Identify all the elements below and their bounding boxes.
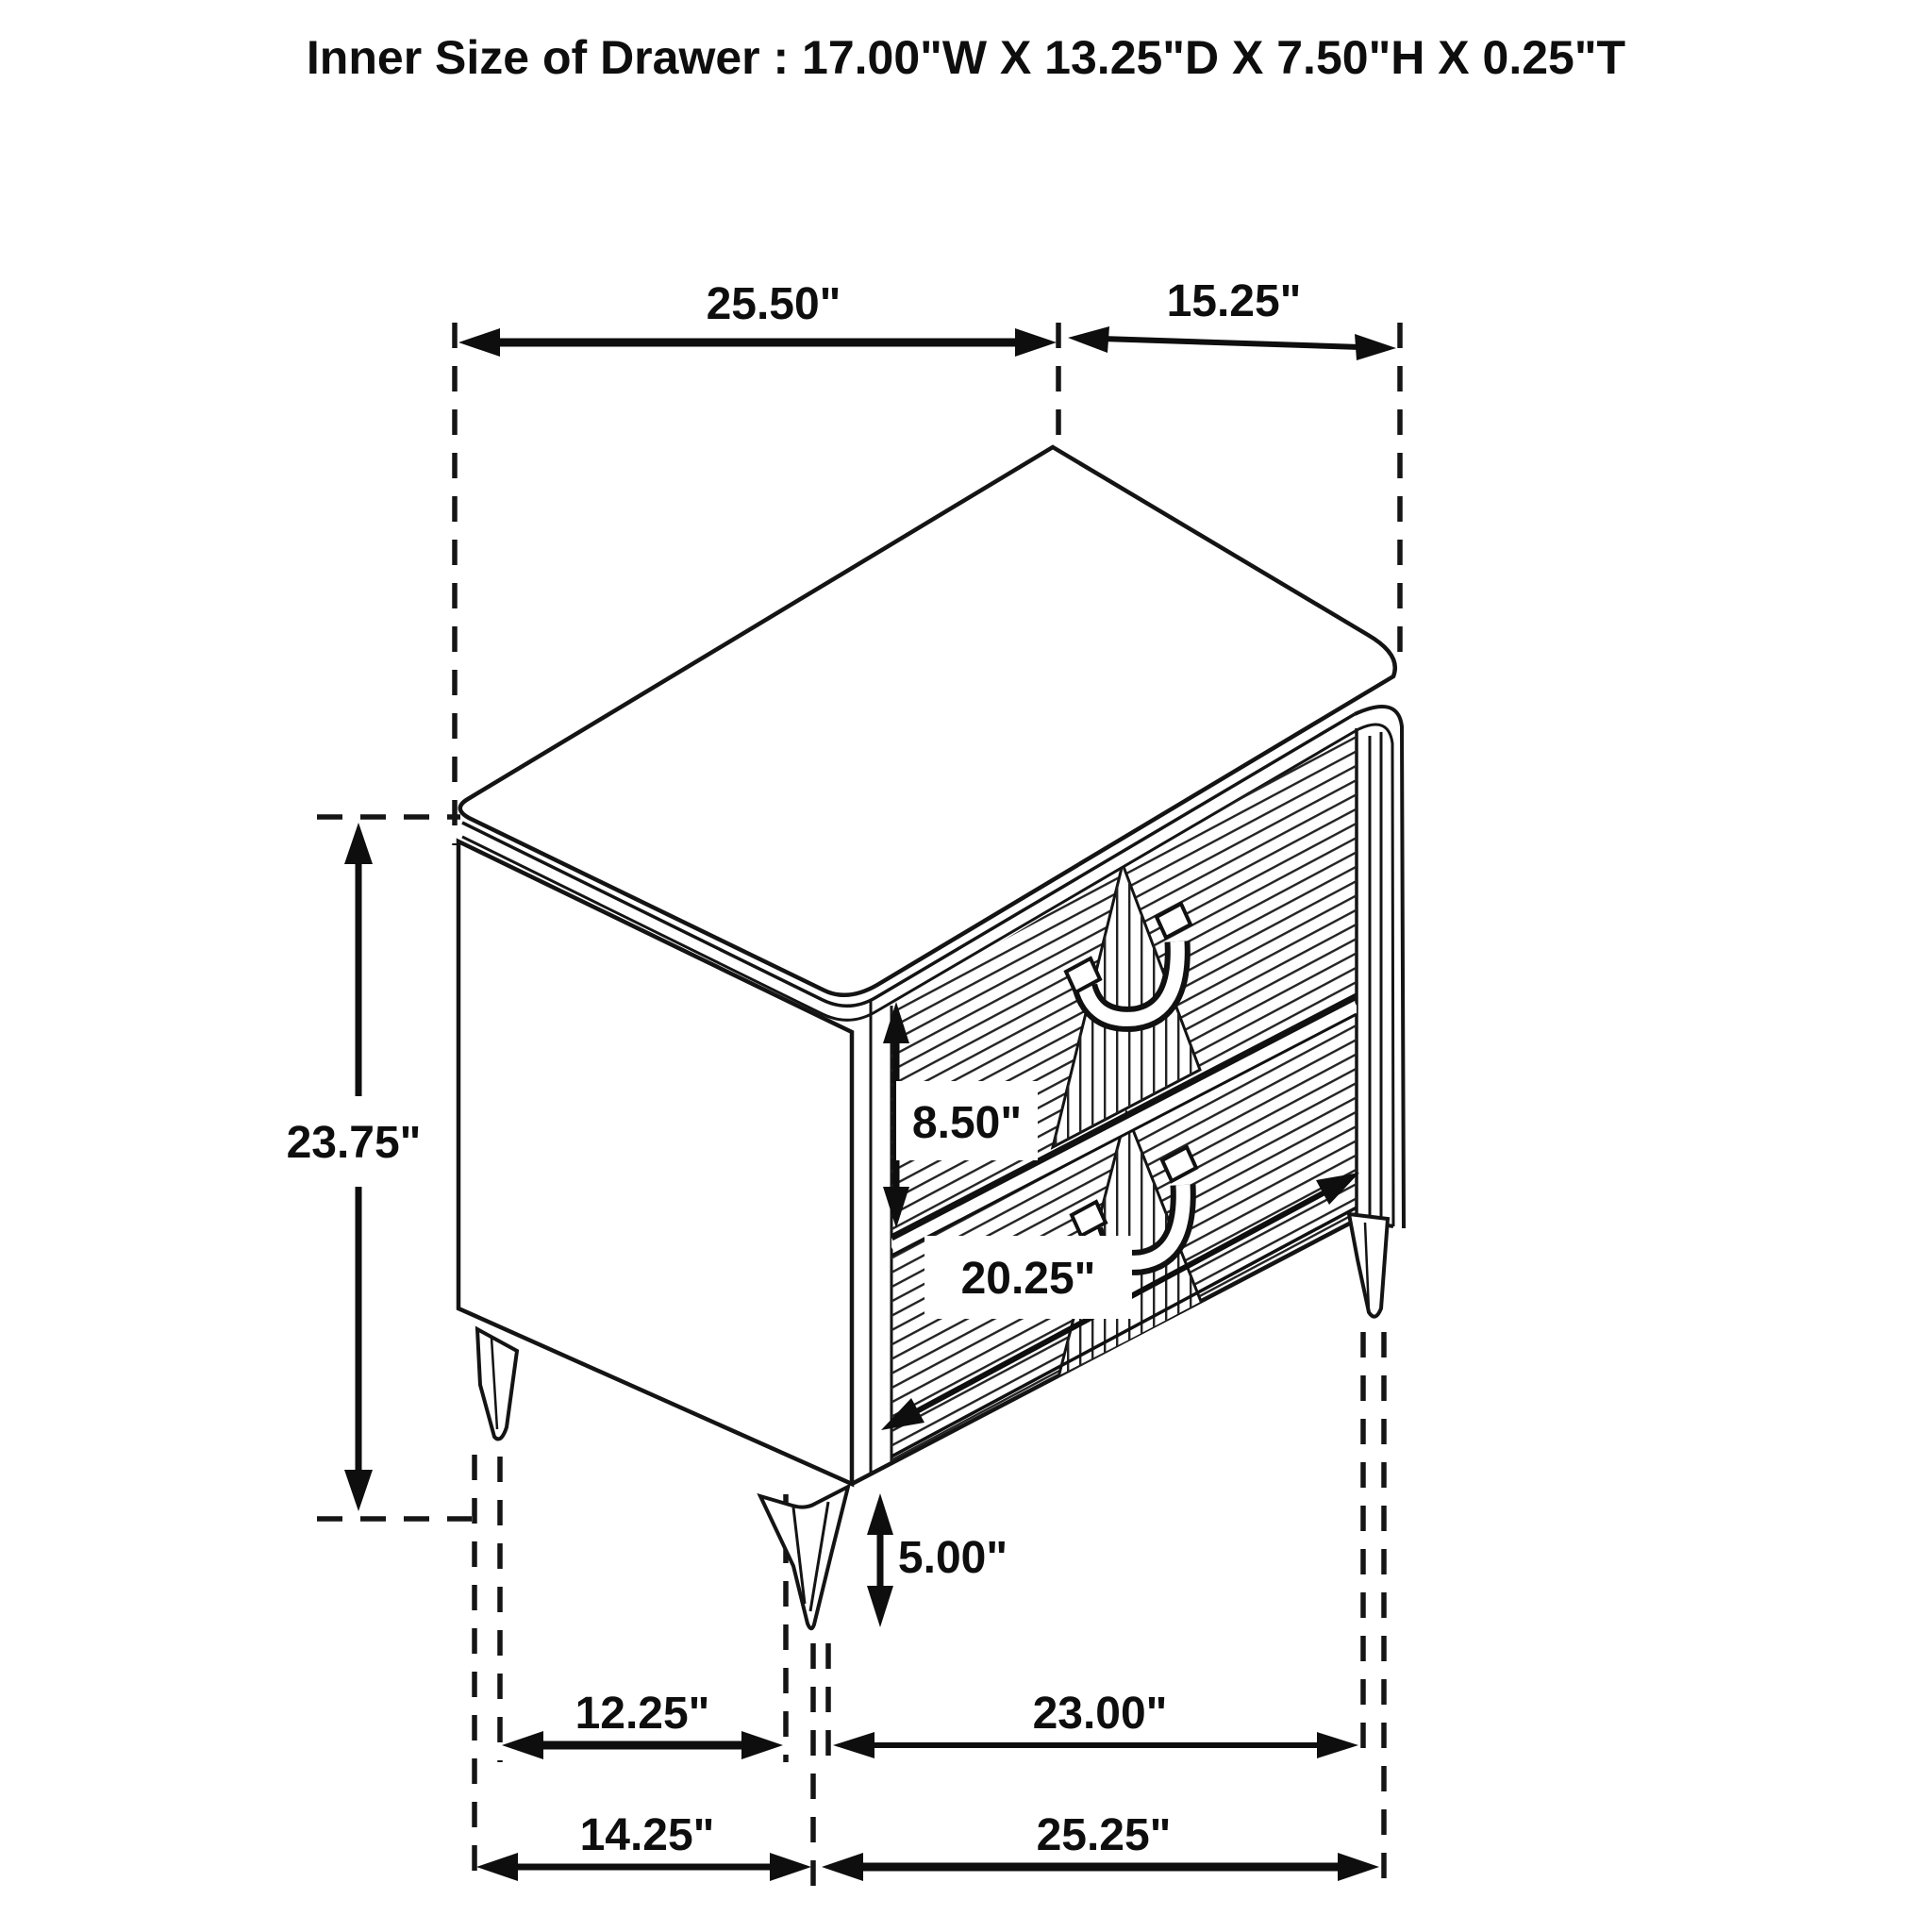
dim-leg-height [867,1493,893,1627]
dim-floor-left-overall-label: 14.25" [579,1810,715,1860]
dim-top-width-label: 25.50" [706,279,841,329]
dim-overall-height-label: 23.75" [286,1118,422,1168]
dim-floor-right-overall-label: 25.25" [1036,1810,1172,1860]
front-center-leg [760,1487,848,1628]
page-title: Inner Size of Drawer : 17.00"W X 13.25"D X 7.50"H X 0.25"T [306,31,1626,84]
dim-leg-height-label: 5.00" [897,1533,1008,1583]
dim-top-depth-label: 15.25" [1166,276,1302,326]
right-side-strip [1357,728,1381,1225]
dim-drawer-height-label: 8.50" [911,1098,1023,1148]
nightstand-drawing [458,447,1404,1628]
dim-floor-right-inner-label: 23.00" [1032,1689,1168,1739]
front-left-leg [477,1329,517,1439]
dim-top-width [458,328,1057,357]
dim-floor-left-inner-label: 12.25" [575,1689,710,1739]
dim-top-depth [1068,326,1396,360]
back-right-leg [1349,1214,1388,1317]
dim-drawer-width-label: 20.25" [960,1254,1096,1304]
front-corner-stile [871,1000,891,1474]
